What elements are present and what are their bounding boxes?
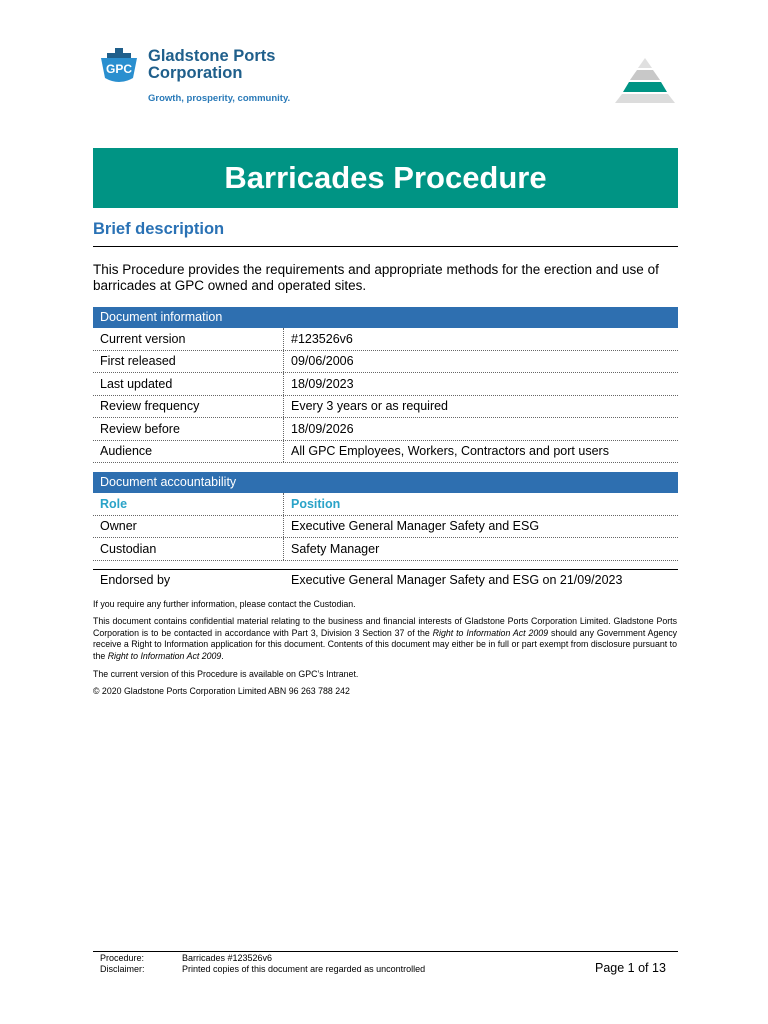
confidentiality-text: This document contains confidential material relating to the business and financial interests of Gladstone Ports Corporation Limited. Gladstone Ports Corporation is to be contacted in accordance with Part 3, Division 3 Section 37 of the (93, 616, 677, 638)
page-title: Barricades Procedure (224, 160, 547, 195)
table-row (93, 538, 678, 561)
row-value: 18/09/2023 (291, 376, 354, 391)
confidentiality-note (93, 616, 677, 662)
gpc-logo-mark (93, 44, 145, 88)
endorsed-value: Executive General Manager Safety and ESG on 21/09/2023 (291, 573, 623, 587)
row-label: Last updated (93, 373, 284, 395)
footer-procedure-value: Barricades #123526v6 (182, 953, 273, 963)
pyramid-icon (614, 56, 676, 104)
org-name-line2: Corporation (148, 64, 243, 82)
endorsed-label: Endorsed by (100, 573, 171, 587)
page-number: Page 1 of 13 (595, 961, 666, 975)
footer-procedure-label: Procedure: (100, 953, 145, 963)
endorsed-by-row (93, 571, 678, 589)
row-value: Every 3 years or as required (291, 399, 449, 414)
intranet-note: The current version of this Procedure is available on GPC’s Intranet. (93, 669, 359, 679)
org-name-line1: Gladstone Ports (148, 47, 276, 65)
confidentiality-text: should any Government Agency receive a Right to Information application for this document. Contents of this document may either be in full or part exempt from disclosure pursuant to the (93, 627, 678, 661)
gpc-logo (93, 42, 323, 108)
table-row (93, 441, 678, 464)
table-row (93, 328, 678, 351)
row-role: Owner (93, 516, 284, 538)
position-column-header: Position (291, 496, 341, 511)
logo-mark-text: GPC (105, 62, 133, 76)
footer-disclaimer (100, 964, 425, 974)
table-row (93, 351, 678, 374)
table-column-headers (93, 493, 678, 516)
act-reference: Right to Information Act 2009 (432, 627, 549, 638)
footer-disclaimer-label: Disclaimer: (100, 964, 145, 974)
tagline: Growth, prosperity, community. (148, 93, 291, 104)
row-label: Current version (93, 328, 284, 350)
document-information-table (93, 307, 678, 463)
brief-description-text: This Procedure provides the requirements and appropriate methods for the erection and use of barricades at GPC owned and operated sites. (93, 262, 659, 293)
table-row (93, 418, 678, 441)
divider (93, 569, 678, 570)
row-label: Review before (93, 418, 284, 440)
copyright-note: © 2020 Gladstone Ports Corporation Limited ABN 96 263 788 242 (93, 686, 350, 696)
table-row (93, 516, 678, 539)
footer-procedure (100, 953, 272, 963)
act-reference: Right to Information Act 2009 (107, 650, 222, 661)
contact-note: If you require any further information, please contact the Custodian. (93, 599, 356, 609)
row-role: Custodian (93, 538, 284, 560)
role-column-header: Role (93, 493, 284, 515)
divider (93, 246, 678, 247)
row-position: Executive General Manager Safety and ESG (291, 519, 540, 534)
title-banner (93, 148, 678, 208)
footer-divider (93, 951, 678, 952)
row-value: All GPC Employees, Workers, Contractors and port users (291, 444, 609, 459)
table-header: Document accountability (93, 472, 678, 493)
row-value: 09/06/2006 (291, 354, 354, 369)
brief-description-heading: Brief description (93, 220, 225, 238)
row-label: Audience (93, 441, 284, 463)
row-value: 18/09/2026 (291, 421, 354, 436)
row-label: First released (93, 351, 284, 373)
confidentiality-text: . (221, 650, 224, 661)
org-name (148, 48, 275, 82)
row-position: Safety Manager (291, 541, 380, 556)
document-accountability-table (93, 472, 678, 561)
table-header: Document information (93, 307, 678, 328)
row-label: Review frequency (93, 396, 284, 418)
footer-disclaimer-value: Printed copies of this document are regarded as uncontrolled (182, 964, 426, 974)
table-row (93, 396, 678, 419)
table-row (93, 373, 678, 396)
row-value: #123526v6 (291, 331, 353, 346)
